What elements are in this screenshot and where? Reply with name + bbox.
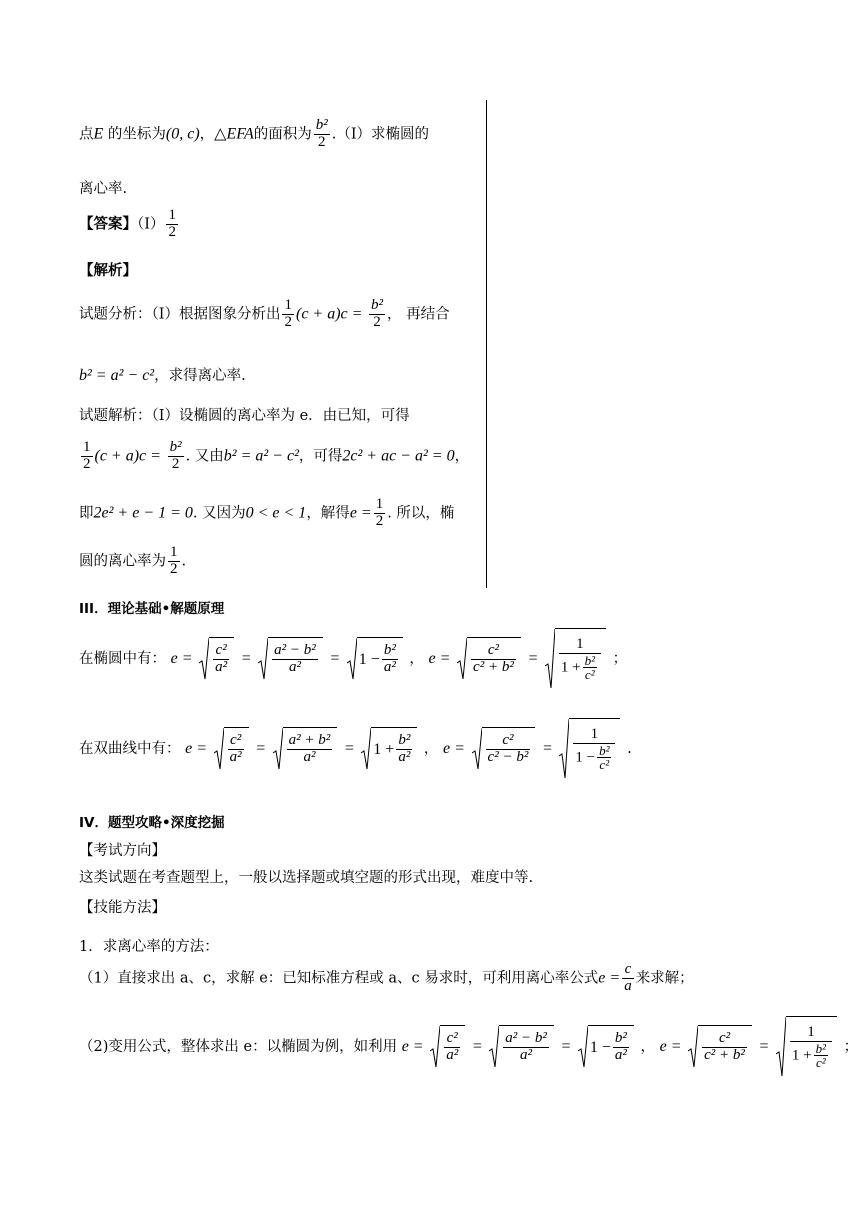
fraction — [503, 1031, 549, 1064]
denominator: a² — [229, 749, 242, 765]
text: ，解得 — [306, 505, 350, 522]
numerator: 1 — [168, 207, 176, 223]
denominator: a² — [215, 659, 228, 675]
numerator: b² — [371, 297, 384, 313]
denominator: c² − b² — [487, 749, 529, 765]
math: e = — [401, 1038, 424, 1055]
fraction — [814, 1042, 828, 1070]
math: 2e² + e − 1 = 0 — [93, 504, 193, 522]
skill-method-label: 【技能方法】 — [79, 900, 166, 916]
text: ， — [423, 741, 439, 757]
text: 1 + — [791, 1047, 812, 1064]
text: ， — [454, 448, 470, 465]
fraction — [573, 727, 615, 772]
fraction — [613, 1031, 629, 1064]
math: e = — [659, 1038, 682, 1055]
numerator: c² — [215, 642, 227, 659]
sqrt — [258, 637, 323, 681]
numerator: b² — [815, 1040, 827, 1056]
math: e = — [349, 504, 372, 522]
answer-line — [79, 208, 180, 241]
column-divider — [486, 100, 487, 588]
text: . 又因为 — [192, 505, 246, 522]
section-heading-3: III．理论基础•解题原理 — [79, 601, 225, 617]
sqrt — [472, 727, 536, 771]
fraction — [168, 545, 180, 578]
math: = — [560, 1038, 572, 1055]
fraction — [228, 733, 244, 766]
text: ，求得离心率. — [154, 368, 246, 384]
sqrt — [199, 637, 234, 681]
math: = — [343, 740, 355, 757]
numerator: 1 — [807, 1023, 815, 1040]
solution-line-2 — [79, 440, 469, 473]
sqrt — [578, 1025, 634, 1069]
denominator: a² — [383, 659, 396, 675]
method-item-1-1 — [79, 962, 694, 995]
fraction — [444, 1031, 460, 1064]
math: = — [541, 740, 553, 757]
denominator: 2 — [314, 134, 330, 151]
method-item-1: 1．求离心率的方法： — [79, 939, 219, 955]
analysis-line-2 — [79, 364, 246, 385]
text: . — [627, 741, 632, 757]
text: 圆的离心率为 — [79, 553, 166, 570]
fraction — [622, 962, 634, 995]
analysis-label: 【解析】 — [79, 262, 137, 279]
numerator: b² — [614, 1030, 627, 1047]
fraction — [382, 643, 398, 676]
text: . 所以，椭 — [387, 505, 455, 522]
fraction — [314, 118, 330, 151]
fraction — [471, 643, 516, 676]
math: 2c² + ac − a² = 0 — [342, 447, 455, 465]
fraction — [272, 643, 318, 676]
sqrt — [214, 727, 249, 771]
text: 点 — [79, 126, 94, 143]
analysis-line-1 — [79, 298, 450, 331]
math: e = — [170, 650, 193, 667]
fraction — [287, 733, 333, 766]
denominator: a — [624, 977, 632, 994]
numerator: c² — [446, 1030, 458, 1047]
sqrt — [559, 718, 620, 780]
numerator: b² — [599, 742, 610, 758]
denominator: 2 — [284, 313, 292, 330]
math-triangle: △EFA — [214, 125, 254, 143]
numerator: 1 — [83, 439, 91, 455]
text: 1 − — [589, 1038, 611, 1056]
hyperbola-formula — [79, 718, 632, 780]
denominator: a² — [272, 659, 318, 676]
denominator: a² — [398, 749, 411, 765]
numerator: 1 — [284, 297, 292, 313]
sqrt — [273, 727, 338, 771]
text: ， 再结合 — [387, 306, 450, 323]
numerator: b² — [169, 439, 182, 455]
numerator: b² — [315, 117, 328, 133]
numerator: c² — [487, 642, 500, 659]
numerator: c — [624, 961, 632, 977]
text: 1 + — [373, 740, 395, 758]
math: = — [329, 650, 341, 667]
answer-label: 【答案】 — [79, 215, 137, 233]
text: 来求解； — [635, 970, 694, 987]
numerator: 1 — [170, 544, 178, 560]
numerator: 1 — [576, 635, 584, 652]
fraction — [168, 440, 184, 473]
math: = — [527, 650, 539, 667]
section-heading-4: IV．题型攻略•深度挖掘 — [79, 815, 225, 831]
denominator: 2 — [168, 456, 184, 473]
numerator: c² — [230, 732, 242, 749]
text: ，可得 — [298, 448, 343, 465]
math: = — [240, 650, 252, 667]
math: = — [255, 740, 267, 757]
fraction — [396, 733, 412, 766]
sqrt — [430, 1025, 465, 1069]
denominator: a² — [503, 1047, 549, 1064]
math: (c + a)c = — [94, 447, 161, 465]
math: e = — [443, 740, 465, 757]
denominator: c² + b² — [473, 659, 514, 675]
math: = — [758, 1038, 770, 1055]
text: . 又由 — [185, 448, 224, 465]
fraction — [583, 654, 597, 682]
denominator: c² — [814, 1055, 828, 1070]
denominator: a² — [446, 1047, 459, 1063]
numerator: c² — [502, 732, 514, 749]
denominator: a² — [614, 1047, 627, 1063]
numerator: b² — [584, 652, 595, 668]
solution-line-4 — [79, 545, 186, 578]
denominator: 2 — [375, 512, 384, 529]
math: e = — [598, 969, 621, 987]
exam-direction-text: 这类试题在考查题型上，一般以选择题或填空题的形式出现，难度中等. — [79, 870, 534, 886]
text: 1 − — [358, 650, 380, 668]
sqrt — [457, 637, 521, 681]
text: （1）直接求出 a、c，求解 e：已知标准方程或 a、c 易求时，可利用离心率公式 — [79, 970, 599, 987]
fraction — [213, 643, 229, 676]
text: （2)变用公式，整体求出 e：以椭圆为例，如利用 — [79, 1039, 398, 1055]
fraction — [81, 440, 93, 473]
text: 在双曲线中有： — [79, 741, 181, 757]
math: b² = a² − c² — [79, 367, 155, 384]
text: ； — [612, 651, 628, 667]
numerator: c² — [718, 1030, 731, 1047]
denominator: c² — [597, 757, 611, 772]
denominator: c² — [583, 667, 597, 682]
numerator: a² + b² — [288, 732, 331, 749]
math: e = — [428, 650, 451, 667]
math: (c + a)c = — [295, 305, 363, 323]
numerator: b² — [398, 732, 411, 749]
math-coord: (0, c) — [165, 125, 200, 143]
text: ， — [409, 651, 424, 667]
math: b² = a² − c² — [223, 447, 299, 465]
fraction — [486, 733, 531, 766]
text: . — [181, 553, 187, 570]
fraction — [282, 298, 294, 331]
denominator: 2 — [170, 560, 178, 577]
math: = — [471, 1038, 483, 1055]
text: .（I）求椭圆的 — [331, 126, 430, 143]
solution-line-3 — [79, 497, 454, 530]
text: 的坐标为 — [103, 126, 166, 143]
sqrt — [489, 1025, 554, 1069]
sqrt — [545, 628, 606, 690]
numerator: b² — [383, 642, 396, 659]
text: 的面积为 — [253, 126, 312, 143]
fraction — [369, 298, 385, 331]
math: e = — [185, 740, 208, 757]
fraction — [597, 744, 611, 772]
text: （Ⅰ） — [137, 216, 165, 233]
numerator: 1 — [590, 725, 599, 742]
math: 0 < e < 1 — [245, 504, 307, 522]
sqrt — [688, 1025, 752, 1069]
sqrt — [347, 637, 403, 681]
text: 试题分析：（Ⅰ）根据图象分析出 — [79, 306, 281, 323]
numerator: a² − b² — [274, 642, 316, 659]
sqrt — [776, 1016, 837, 1078]
text: ， — [640, 1039, 655, 1055]
text: 在椭圆中有： — [79, 651, 166, 667]
sqrt — [361, 727, 417, 771]
method-item-1-2 — [79, 1016, 858, 1078]
numerator: 1 — [375, 496, 384, 512]
text: 即 — [79, 505, 94, 522]
fraction — [702, 1031, 747, 1064]
fraction — [790, 1025, 832, 1070]
numerator: a² − b² — [505, 1030, 547, 1047]
text: ， — [199, 126, 215, 143]
exam-direction-label: 【考试方向】 — [79, 843, 166, 859]
text: 1 + — [560, 659, 581, 676]
problem-line-2: 离心率. — [79, 181, 128, 197]
text: ； — [843, 1039, 859, 1055]
problem-line-1 — [79, 118, 429, 151]
fraction — [166, 208, 178, 241]
solution-line-1: 试题解析：（Ⅰ）设椭圆的离心率为 e．由已知，可得 — [79, 408, 410, 424]
fraction — [374, 497, 386, 530]
denominator: 2 — [83, 455, 91, 472]
fraction — [559, 637, 601, 682]
denominator: c² + b² — [704, 1047, 745, 1063]
denominator: 2 — [168, 223, 176, 240]
denominator: 2 — [369, 314, 385, 331]
denominator: a² — [287, 749, 333, 766]
math-E: E — [93, 125, 104, 143]
ellipse-formula — [79, 628, 627, 690]
text: 1 − — [575, 749, 596, 766]
